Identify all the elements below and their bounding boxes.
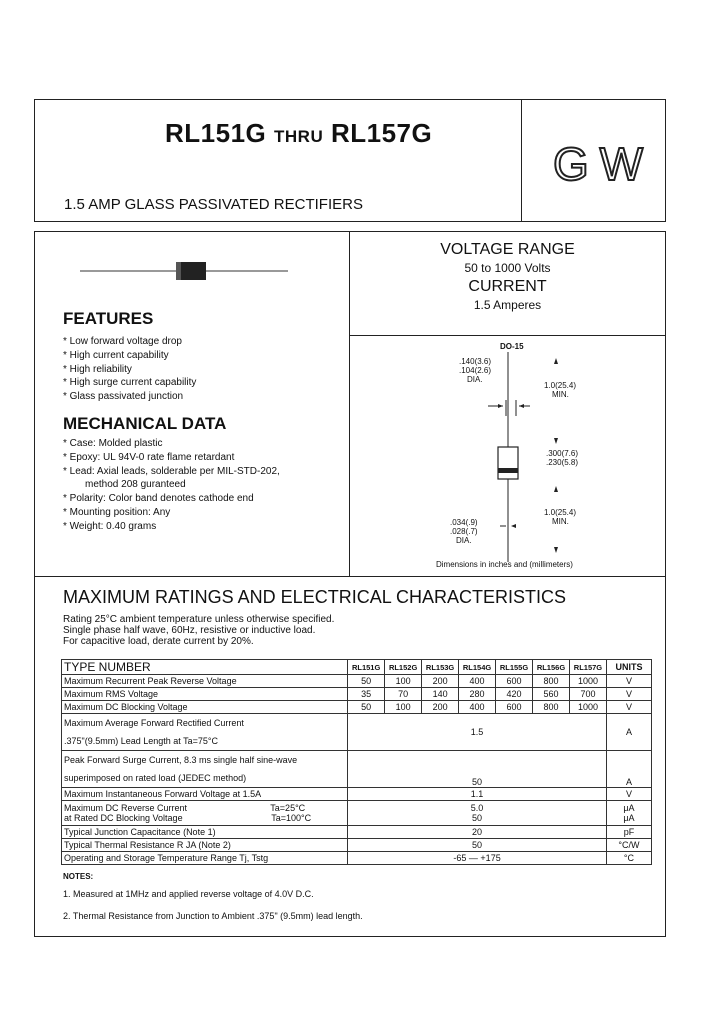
voltage-range-value: 50 to 1000 Volts (464, 261, 551, 275)
mechanical-item: * Polarity: Color band denotes cathode end (63, 493, 254, 505)
ratings-table (61, 659, 652, 865)
subtitle: 1.5 AMP GLASS PASSIVATED RECTIFIERS (64, 196, 363, 213)
table-cell: 800 (533, 675, 570, 688)
column-header: RL152G (385, 660, 422, 675)
table-cell: 400 (459, 701, 496, 714)
mechanical-item: method 208 guranteed (85, 479, 186, 491)
table-row (62, 801, 652, 826)
row-label-line: .375"(9.5mm) Lead Length at Ta=75°C (64, 736, 218, 746)
row-label-line: Peak Forward Surge Current, 8.3 ms single half sine-wave (64, 755, 298, 765)
table-cell: 400 (459, 675, 496, 688)
feature-item: * Glass passivated junction (63, 391, 184, 403)
table-cell: 1.1 (348, 788, 607, 801)
notes-heading: NOTES: (63, 872, 94, 881)
column-header: RL154G (459, 660, 496, 675)
ir-value: 5.0 (470, 803, 484, 813)
unit-cell: A (606, 714, 651, 751)
mechanical-heading: MECHANICAL DATA (63, 414, 227, 433)
ir-unit: μA (623, 803, 635, 813)
current-label: CURRENT (468, 278, 547, 295)
voltage-range-label: VOLTAGE RANGE (440, 241, 575, 258)
dim-text: .140(3.6) (459, 357, 492, 366)
table-cell (348, 801, 607, 826)
table-cell: 1000 (569, 701, 606, 714)
ir-line (64, 803, 345, 813)
table-cell: 600 (496, 701, 533, 714)
table-row (62, 852, 652, 865)
table-row (62, 788, 652, 801)
dim-text: 1.0(25.4) (544, 381, 577, 390)
dim-text: .034(.9) (450, 518, 478, 527)
ir-line (64, 813, 345, 823)
part-title (165, 118, 432, 149)
row-label: Typical Junction Capacitance (Note 1) (62, 826, 348, 839)
dim-text: MIN. (552, 517, 569, 526)
ratings-conditions (63, 614, 334, 647)
unit-cell: V (606, 788, 651, 801)
unit-cell: V (606, 701, 651, 714)
unit-cell: V (606, 675, 651, 688)
row-label (62, 751, 348, 788)
ratings-heading: MAXIMUM RATINGS AND ELECTRICAL CHARACTERISTICS (63, 587, 567, 607)
table-cell: 50 (348, 839, 607, 852)
table-cell: 1.5 (348, 714, 607, 751)
row-label: Typical Thermal Resistance R JA (Note 2) (62, 839, 348, 852)
dim-text: .104(2.6) (459, 366, 492, 375)
table-row (62, 826, 652, 839)
column-header: RL155G (496, 660, 533, 675)
unit-cell (606, 801, 651, 826)
table-cell: 20 (348, 826, 607, 839)
table-cell: 200 (422, 675, 459, 688)
row-label-line: Maximum Average Forward Rectified Current (64, 718, 244, 728)
table-cell: 100 (385, 675, 422, 688)
feature-item: * High current capability (63, 349, 169, 361)
table-cell: 50 (348, 751, 607, 788)
table-row (62, 701, 652, 714)
current-value: 1.5 Amperes (473, 298, 542, 312)
condition-line: Rating 25°C ambient temperature unless otherwise specified. (63, 614, 335, 625)
column-header: RL156G (533, 660, 570, 675)
mechanical-item: * Case: Molded plastic (63, 438, 163, 449)
features-list (63, 335, 196, 404)
row-label-line: at Rated DC Blocking Voltage (64, 813, 183, 823)
dim-text: .230(5.8) (546, 458, 579, 467)
row-label: Maximum Instantaneous Forward Voltage at 1.5A (62, 788, 348, 801)
unit-cell: A (606, 751, 651, 788)
range-divider (349, 335, 666, 336)
lead-length-top-dim (544, 381, 576, 399)
dimensions-caption: Dimensions in inches and (millimeters) (436, 560, 573, 569)
mechanical-item: * Weight: 0.40 grams (63, 520, 157, 532)
table-cell: 600 (496, 675, 533, 688)
table-cell: -65 — +175 (348, 852, 607, 865)
table-cell: 560 (533, 688, 570, 701)
body-length-dim (546, 449, 578, 467)
features-heading: FEATURES (63, 309, 154, 328)
table-cell: 700 (569, 688, 606, 701)
ir-value: 50 (472, 813, 483, 823)
table-cell: 200 (422, 701, 459, 714)
unit-cell: pF (606, 826, 651, 839)
mechanical-item: * Lead: Axial leads, solderable per MIL-STD-202, (63, 465, 280, 477)
table-header-row (62, 660, 652, 675)
column-header: RL151G (348, 660, 385, 675)
logo-text: GW (553, 140, 643, 186)
ir-unit: μA (623, 813, 635, 823)
dim-text: .300(7.6) (546, 449, 579, 458)
feature-item: * High surge current capability (63, 377, 197, 389)
note-2: 2. Thermal Resistance from Junction to Ambient .375" (9.5mm) lead length. (63, 911, 363, 921)
title-part1: RL151G (165, 118, 267, 148)
dim-text: .028(.7) (450, 527, 478, 536)
column-header: RL153G (422, 660, 459, 675)
lead-length-bot-dim (544, 508, 576, 526)
package-name: DO-15 (500, 342, 524, 351)
row-label: Maximum RMS Voltage (62, 688, 348, 701)
table-row (62, 714, 652, 751)
table-row (62, 688, 652, 701)
table-row (62, 751, 652, 788)
dim-text: MIN. (552, 390, 569, 399)
unit-cell: °C/W (606, 839, 651, 852)
unit-cell: °C (606, 852, 651, 865)
type-number-header: TYPE NUMBER (62, 660, 348, 675)
table-cell: 280 (459, 688, 496, 701)
title-part2: RL157G (330, 118, 433, 148)
note-1: 1. Measured at 1MHz and applied reverse voltage of 4.0V D.C. (63, 889, 314, 899)
condition-line: Single phase half wave, 60Hz, resistive or inductive load. (63, 625, 316, 636)
table-cell: 800 (533, 701, 570, 714)
column-header: RL157G (569, 660, 606, 675)
dim-text: DIA. (467, 375, 483, 384)
table-cell: 35 (348, 688, 385, 701)
wire-diameter-dim (450, 518, 478, 545)
unit-cell: V (606, 688, 651, 701)
row-label (62, 801, 348, 826)
dim-text: DIA. (456, 536, 472, 545)
feature-item: * Low forward voltage drop (63, 336, 182, 347)
table-cell: 70 (385, 688, 422, 701)
mechanical-item: * Epoxy: UL 94V-0 rate flame retardant (63, 451, 235, 463)
table-cell: 420 (496, 688, 533, 701)
title-thru: THRU (274, 127, 324, 146)
mechanical-item: * Mounting position: Any (63, 506, 171, 518)
table-row (62, 675, 652, 688)
range-block (350, 241, 665, 312)
row-label-line: Maximum DC Reverse Current (64, 803, 188, 813)
mechanical-list (63, 437, 280, 534)
table-cell: 50 (348, 701, 385, 714)
gw-logo-icon (553, 140, 645, 186)
lead-diameter-dim (459, 357, 491, 384)
row-label: Maximum Recurrent Peak Reverse Voltage (62, 675, 348, 688)
units-header: UNITS (606, 660, 651, 675)
ir-condition: Ta=25°C (270, 803, 306, 813)
row-label: Maximum DC Blocking Voltage (62, 701, 348, 714)
title-divider (521, 99, 522, 222)
row-label: Operating and Storage Temperature Range Tj, Tstg (62, 852, 348, 865)
feature-item: * High reliability (63, 363, 132, 375)
table-cell: 50 (348, 675, 385, 688)
ir-condition: Ta=100°C (271, 813, 312, 823)
table-cell: 1000 (569, 675, 606, 688)
dim-text: 1.0(25.4) (544, 508, 577, 517)
row-label (62, 714, 348, 751)
row-label-line: superimposed on rated load (JEDEC method) (64, 773, 247, 783)
table-row (62, 839, 652, 852)
table-cell: 100 (385, 701, 422, 714)
condition-line: For capacitive load, derate current by 20%. (63, 636, 254, 647)
diode-image (80, 260, 292, 282)
table-cell: 140 (422, 688, 459, 701)
